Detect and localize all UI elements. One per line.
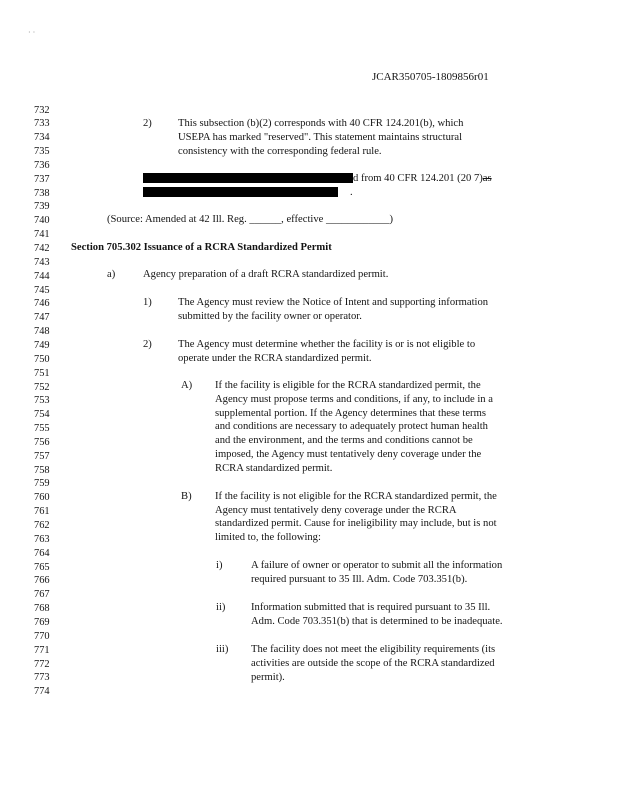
- pB-line-1: If the facility is not eligible for the RCRA standardized permit, the: [215, 491, 497, 502]
- line-number: 773: [34, 672, 50, 684]
- piii-line-2: activities are outside the scope of the RCRA standardized: [251, 658, 495, 669]
- line-number: 767: [34, 589, 50, 601]
- pA-line-1: If the facility is eligible for the RCRA standardized permit, the: [215, 380, 481, 391]
- pA-line-5: and the environment, and the terms and conditions cannot be: [215, 435, 473, 446]
- line-number: 774: [34, 686, 50, 698]
- pii-line-1: Information submitted that is required pursuant to 35 Ill.: [251, 602, 491, 613]
- scan-corner-marks: · ·: [28, 28, 36, 37]
- line-number: 753: [34, 395, 50, 407]
- redaction-bar-2: [143, 187, 338, 197]
- line-number: 754: [34, 409, 50, 421]
- redaction-bar-1: [143, 173, 353, 183]
- sub-a-text: Agency preparation of a draft RCRA standardized permit.: [143, 269, 389, 280]
- line-number: 744: [34, 270, 50, 282]
- line-number: 737: [34, 173, 50, 185]
- line-number: 759: [34, 478, 50, 490]
- line-number: 733: [34, 118, 50, 130]
- line-number: 764: [34, 547, 50, 559]
- piii-line-3: permit).: [251, 672, 285, 683]
- board-note-fragment: d from 40 CFR 124.201 (20 7)as: [353, 173, 492, 184]
- item-2-marker: 2): [143, 118, 152, 129]
- pA-line-2: Agency must propose terms and conditions, if any, to include in a: [215, 394, 493, 405]
- item-2-line-1: This subsection (b)(2) corresponds with 40 CFR 124.201(b), which: [178, 118, 464, 129]
- line-number: 734: [34, 132, 50, 144]
- line-number: 752: [34, 381, 50, 393]
- line-number: 772: [34, 658, 50, 670]
- pB-line-4: limited to, the following:: [215, 532, 321, 543]
- pA-line-6: imposed, the Agency must tentatively deny coverage under the: [215, 449, 482, 460]
- line-number: 766: [34, 575, 50, 587]
- board-note-trailing: .: [350, 187, 353, 198]
- pB-line-2: Agency must tentatively deny coverage under the RCRA: [215, 505, 457, 516]
- line-number: 740: [34, 215, 50, 227]
- p2-marker: 2): [143, 339, 152, 350]
- pA-line-7: RCRA standardized permit.: [215, 463, 333, 474]
- source-note: (Source: Amended at 42 Ill. Reg. ______, effective ____________): [107, 214, 394, 225]
- line-number: 743: [34, 256, 50, 268]
- line-number: 739: [34, 201, 50, 213]
- pii-line-2: Adm. Code 703.351(b) that is determined to be inadequate.: [251, 616, 503, 627]
- p1-line-1: The Agency must review the Notice of Intent and supporting information: [178, 297, 489, 308]
- line-number: 751: [34, 367, 50, 379]
- line-number: 765: [34, 561, 50, 573]
- p2-line-2: operate under the RCRA standardized permit.: [178, 353, 372, 364]
- item-2-line-3: consistency with the corresponding federal rule.: [178, 146, 382, 157]
- line-number: 771: [34, 644, 50, 656]
- item-2-line-2: USEPA has marked "reserved". This statement maintains structural: [178, 132, 463, 143]
- pi-line-1: A failure of owner or operator to submit all the information: [251, 560, 503, 571]
- document-id-header: JCAR350705-1809856r01: [372, 71, 489, 83]
- line-number: 745: [34, 284, 50, 296]
- line-number: 746: [34, 298, 50, 310]
- line-number: 755: [34, 423, 50, 435]
- line-number: 735: [34, 146, 50, 158]
- line-number: 756: [34, 436, 50, 448]
- pB-line-3: standardized permit. Cause for ineligibility may include, but is not: [215, 518, 497, 529]
- line-number: 761: [34, 506, 50, 518]
- p1-marker: 1): [143, 297, 152, 308]
- line-number: 758: [34, 464, 50, 476]
- line-number: 732: [34, 104, 50, 116]
- piii-line-1: The facility does not meet the eligibility requirements (its: [251, 644, 496, 655]
- pA-marker: A): [181, 380, 193, 391]
- line-number: 738: [34, 187, 50, 199]
- sub-a-marker: a): [107, 269, 116, 280]
- pA-line-3: supplemental portion. If the Agency determines that these terms: [215, 408, 486, 419]
- line-number: 763: [34, 533, 50, 545]
- section-heading: Section 705.302 Issuance of a RCRA Standardized Permit: [71, 242, 332, 253]
- pi-marker: i): [216, 560, 223, 571]
- piii-marker: iii): [216, 644, 229, 655]
- pA-line-4: and conditions are necessary to adequately protect human health: [215, 421, 488, 432]
- pB-marker: B): [181, 491, 192, 502]
- pii-marker: ii): [216, 602, 226, 613]
- line-number: 741: [34, 229, 50, 241]
- p2-line-1: The Agency must determine whether the facility is or is not eligible to: [178, 339, 476, 350]
- line-number: 768: [34, 603, 50, 615]
- line-number: 762: [34, 520, 50, 531]
- p1-line-2: submitted by the facility owner or operator.: [178, 311, 362, 322]
- pi-line-2: required pursuant to 35 Ill. Adm. Code 703.351(b).: [251, 574, 468, 585]
- line-number: 769: [34, 616, 50, 628]
- line-number: 747: [34, 312, 50, 324]
- line-number: 736: [34, 159, 50, 171]
- line-number: 770: [34, 630, 50, 642]
- line-number: 749: [34, 339, 50, 351]
- line-number: 742: [34, 243, 50, 254]
- line-number: 760: [34, 492, 50, 504]
- line-number: 757: [34, 450, 50, 462]
- line-number: 750: [34, 353, 50, 365]
- line-number: 748: [34, 326, 50, 338]
